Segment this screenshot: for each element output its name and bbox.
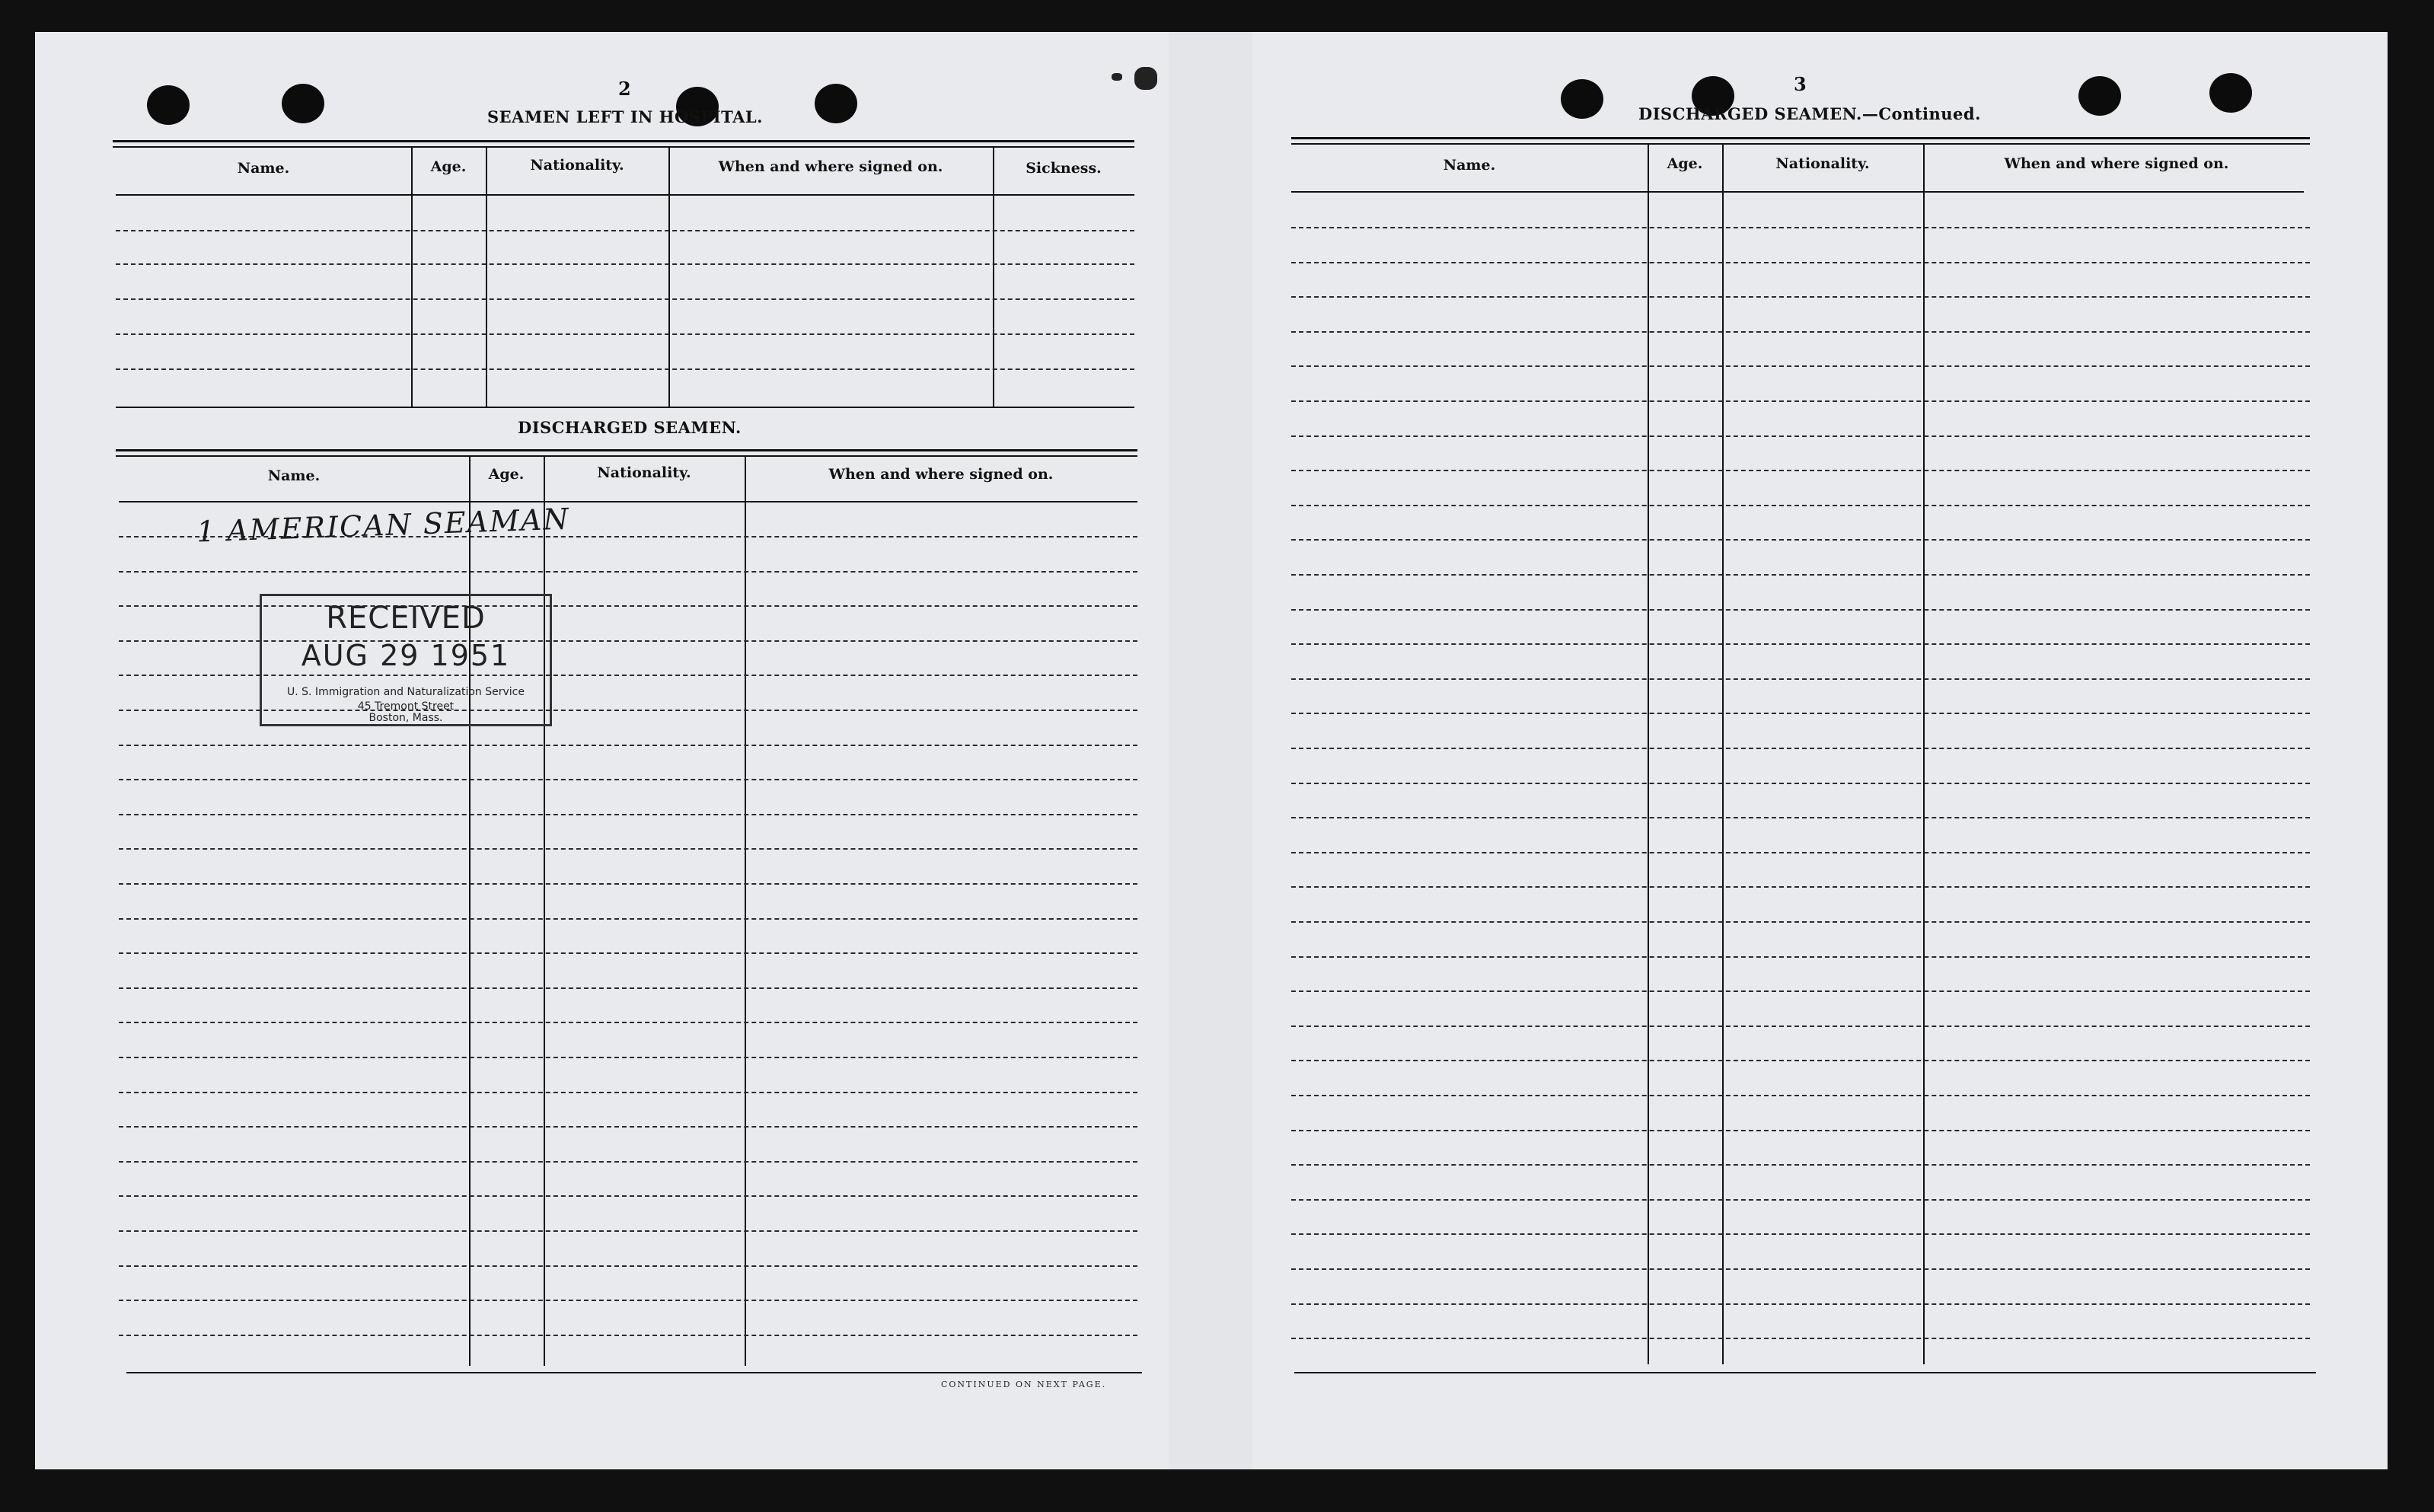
ruled-line	[1291, 296, 2310, 298]
discharged-col-age: Age.	[488, 466, 525, 483]
ruled-line	[119, 918, 1137, 920]
ruled-line	[1291, 505, 2310, 506]
hospital-section-title: SEAMEN LEFT IN HOSPITAL.	[487, 107, 763, 126]
ruled-line	[1291, 783, 2310, 784]
ruled-line	[119, 1230, 1137, 1232]
discharged-col-divider	[469, 455, 471, 1366]
scan-smudge	[1112, 73, 1122, 81]
ruled-line	[1291, 539, 2310, 541]
hospital-ruled-line	[116, 333, 1134, 335]
ruled-line	[1291, 262, 2310, 263]
ruled-line	[1291, 1303, 2310, 1305]
punch-hole	[2209, 73, 2252, 113]
hospital-col-age: Age.	[430, 158, 467, 175]
right-col-name: Name.	[1443, 157, 1496, 174]
ruled-line	[119, 1126, 1137, 1128]
ruled-line	[1291, 1130, 2310, 1131]
ruled-line	[1291, 748, 2310, 749]
ruled-line	[1291, 1199, 2310, 1201]
ruled-line	[119, 883, 1137, 885]
right-table-bottom-rule	[1294, 1372, 2316, 1373]
ruled-line	[1291, 227, 2310, 228]
ruled-line	[119, 1161, 1137, 1163]
hospital-col-divider	[668, 146, 670, 407]
right-col-divider	[1648, 143, 1649, 1364]
ruled-line	[119, 848, 1137, 850]
stamp-city: Boston, Mass.	[368, 712, 443, 724]
ruled-line	[119, 571, 1137, 573]
ruled-line	[1291, 990, 2310, 992]
hospital-table-bottom-rule	[116, 407, 1134, 408]
discharged-col-divider	[544, 455, 545, 1366]
ruled-line	[1291, 1095, 2310, 1096]
hospital-table-top-rule-2	[113, 146, 1134, 148]
ruled-line	[1291, 609, 2310, 611]
right-col-nationality: Nationality.	[1775, 155, 1870, 172]
discharged-col-name: Name.	[267, 467, 321, 484]
ruled-line	[119, 1300, 1137, 1301]
hospital-table-top-rule	[113, 140, 1134, 142]
hospital-col-nationality: Nationality.	[530, 157, 624, 174]
punch-hole	[815, 84, 857, 123]
ruled-line	[1291, 886, 2310, 888]
stamp-agency: U. S. Immigration and Naturalization Service	[287, 686, 525, 698]
hospital-ruled-line	[116, 263, 1134, 265]
discharged-header-rule	[119, 501, 1137, 502]
hospital-ruled-line	[116, 298, 1134, 300]
right-col-age: Age.	[1667, 155, 1703, 172]
right-col-signed-on: When and where signed on.	[2004, 155, 2229, 172]
ruled-line	[119, 952, 1137, 954]
ruled-line	[119, 1335, 1137, 1336]
ruled-line	[1291, 1338, 2310, 1339]
page-gutter	[1169, 32, 1252, 1469]
ruled-line	[119, 1195, 1137, 1197]
ruled-line	[119, 745, 1137, 746]
ruled-line	[1291, 678, 2310, 680]
ruled-line	[119, 814, 1137, 815]
ruled-line	[1291, 1026, 2310, 1027]
punch-hole	[1561, 79, 1603, 119]
hospital-col-sickness: Sickness.	[1026, 160, 1102, 177]
ruled-line	[1291, 331, 2310, 333]
hospital-col-signed-on: When and where signed on.	[718, 158, 943, 175]
punch-hole	[282, 84, 324, 123]
punch-hole	[147, 85, 190, 125]
ruled-line	[119, 987, 1137, 989]
continued-note: CONTINUED ON NEXT PAGE.	[941, 1380, 1107, 1389]
hospital-col-divider	[993, 146, 994, 407]
discharged-section-title-left: DISCHARGED SEAMEN.	[518, 418, 742, 437]
discharged-col-signed-on: When and where signed on.	[828, 466, 1054, 483]
ruled-line	[1291, 713, 2310, 714]
handwritten-entry: 1 AMERICAN SEAMAN	[196, 502, 571, 549]
ruled-line	[1291, 1164, 2310, 1166]
page-number-right: 3	[1794, 73, 1807, 95]
right-table-top-rule-2	[1291, 143, 2310, 145]
ruled-line	[119, 1265, 1137, 1267]
ruled-line	[1291, 1268, 2310, 1270]
hospital-ruled-line	[116, 230, 1134, 231]
right-col-divider	[1923, 143, 1925, 1364]
ruled-line	[119, 1092, 1137, 1093]
ruled-line	[1291, 643, 2310, 645]
ruled-line	[1291, 817, 2310, 818]
punch-hole	[2078, 76, 2121, 116]
right-header-rule	[1291, 191, 2304, 193]
ruled-line	[1291, 921, 2310, 923]
hospital-ruled-line	[116, 368, 1134, 370]
hospital-col-name: Name.	[237, 160, 290, 177]
ruled-line	[119, 1057, 1137, 1058]
ruled-line	[1291, 574, 2310, 576]
right-col-divider	[1722, 143, 1724, 1364]
hospital-col-divider	[411, 146, 413, 407]
ruled-line	[1291, 852, 2310, 853]
ruled-line	[1291, 365, 2310, 367]
discharged-table-bottom-rule	[126, 1372, 1142, 1373]
received-stamp	[260, 594, 552, 726]
ruled-line	[1291, 1060, 2310, 1061]
page-number-left: 2	[618, 78, 631, 100]
ruled-line	[119, 779, 1137, 780]
discharged-table-top-rule-2	[116, 455, 1137, 457]
stamp-date: AUG 29 1951	[301, 639, 511, 672]
scan-smudge	[1134, 67, 1157, 90]
ruled-line	[1291, 400, 2310, 402]
ruled-line	[1291, 956, 2310, 958]
stamp-address: 45 Tremont Street	[357, 700, 455, 713]
discharged-section-title-right: DISCHARGED SEAMEN.—Continued.	[1638, 104, 1981, 123]
discharged-col-divider	[745, 455, 746, 1366]
ruled-line	[1291, 1233, 2310, 1235]
right-table-top-rule	[1291, 137, 2310, 139]
stamp-received-text: RECEIVED	[326, 601, 486, 636]
discharged-table-top-rule	[116, 449, 1137, 451]
ruled-line	[1291, 435, 2310, 437]
ruled-line	[119, 1022, 1137, 1023]
hospital-header-rule	[116, 194, 1134, 196]
discharged-col-nationality: Nationality.	[597, 464, 691, 481]
ruled-line	[1291, 470, 2310, 471]
hospital-col-divider	[486, 146, 487, 407]
